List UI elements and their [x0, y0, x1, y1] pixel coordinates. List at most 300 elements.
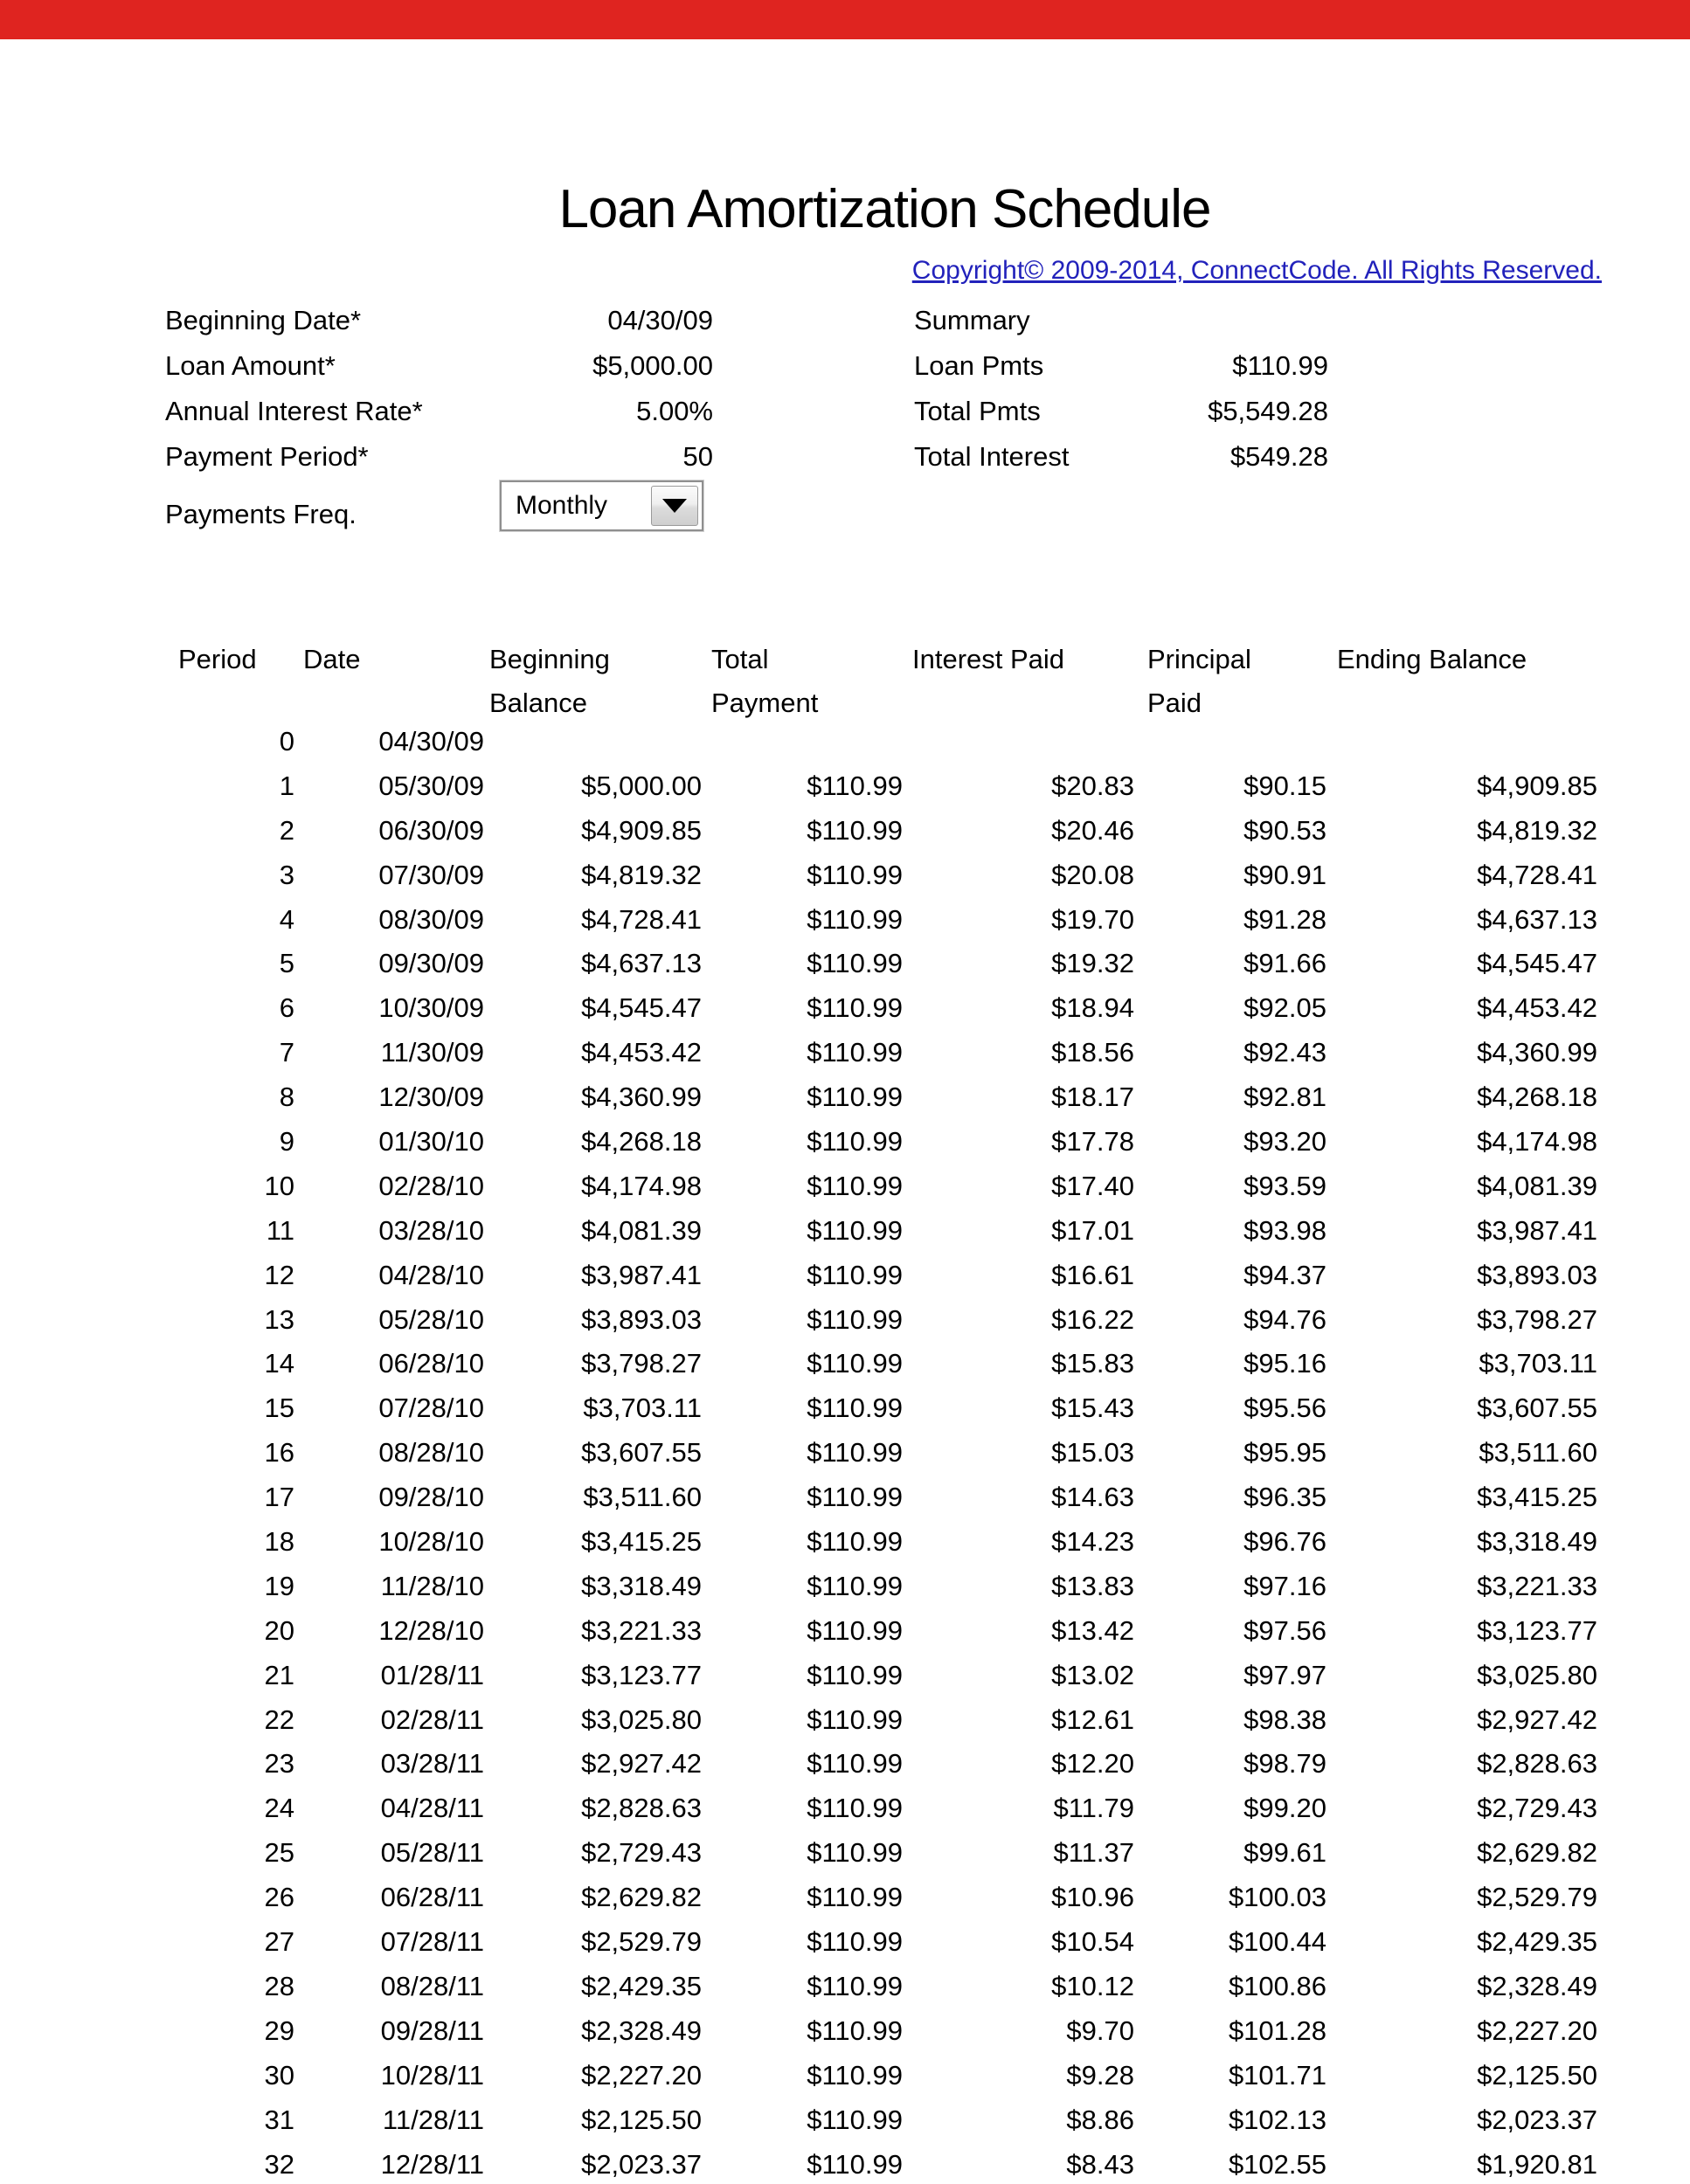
cell-ending-balance: $3,703.11 [1479, 1348, 1597, 1379]
cell-date: 01/28/11 [380, 1659, 484, 1690]
cell-principal-paid: $96.76 [1243, 1526, 1326, 1558]
schedule-row [170, 764, 1599, 809]
column-header-line1: Total [711, 644, 769, 674]
column-header [1328, 638, 1599, 725]
cell-period: 12 [264, 1259, 294, 1290]
cell-period: 32 [264, 2148, 294, 2180]
cell-principal-paid: $93.98 [1243, 1214, 1326, 1246]
cell-total-payment: $110.99 [807, 2148, 903, 2180]
schedule-row [170, 898, 1599, 943]
cell-principal-paid: $97.97 [1243, 1659, 1326, 1690]
cell-date: 04/30/09 [378, 726, 484, 757]
cell-ending-balance: $3,123.77 [1477, 1614, 1597, 1646]
cell-total-payment [703, 720, 904, 764]
column-header [170, 638, 301, 725]
cell-date: 07/28/10 [378, 1393, 484, 1424]
cell-period: 14 [264, 1348, 294, 1379]
dropdown-arrow-button[interactable] [651, 486, 698, 526]
cell-beginning-balance: $2,023.37 [581, 2148, 702, 2180]
cell-beginning-balance: $4,268.18 [581, 1126, 702, 1158]
cell-principal-paid: $100.86 [1228, 1970, 1326, 2001]
cell-ending-balance: $2,227.20 [1477, 2015, 1597, 2046]
column-header-line1: Principal [1147, 644, 1251, 674]
cell-principal-paid: $101.28 [1228, 2015, 1326, 2046]
cell-ending-balance: $2,828.63 [1477, 1748, 1597, 1780]
parameter-label: Payment Period* [165, 441, 369, 472]
cell-principal-paid: $95.95 [1243, 1437, 1326, 1469]
cell-principal-paid: $92.05 [1243, 992, 1326, 1024]
cell-principal-paid: $95.16 [1243, 1348, 1326, 1379]
schedule-row [170, 1520, 1599, 1565]
copyright-link[interactable]: Copyright© 2009-2014, ConnectCode. All Rights Reserved. [911, 256, 1602, 285]
cell-period: 9 [279, 1126, 294, 1158]
parameter-value: $5,000.00 [592, 350, 713, 381]
cell-interest-paid: $17.78 [1051, 1126, 1134, 1158]
summary-value: $5,549.28 [1208, 396, 1328, 426]
payments-freq-dropdown[interactable] [500, 480, 703, 531]
cell-period: 17 [264, 1482, 294, 1513]
cell-total-payment: $110.99 [807, 1303, 903, 1335]
cell-date: 12/28/11 [380, 2148, 484, 2180]
cell-interest-paid: $15.83 [1051, 1348, 1134, 1379]
cell-principal-paid: $91.28 [1243, 903, 1326, 935]
cell-beginning-balance: $3,221.33 [581, 1614, 702, 1646]
cell-principal-paid: $93.20 [1243, 1126, 1326, 1158]
cell-principal-paid: $90.15 [1243, 770, 1326, 801]
cell-ending-balance: $3,607.55 [1477, 1393, 1597, 1424]
cell-date: 11/30/09 [380, 1037, 484, 1068]
cell-interest-paid: $17.01 [1051, 1214, 1134, 1246]
column-header [489, 638, 703, 725]
cell-interest-paid: $8.43 [1066, 2148, 1134, 2180]
cell-ending-balance: $2,328.49 [1477, 1970, 1597, 2001]
cell-interest-paid: $18.94 [1051, 992, 1134, 1024]
summary-heading-row [914, 298, 1328, 343]
cell-beginning-balance: $4,545.47 [581, 992, 702, 1024]
column-header-line2 [1337, 681, 1599, 725]
top-red-bar [0, 0, 1690, 39]
cell-beginning-balance: $2,125.50 [581, 2104, 702, 2135]
cell-date: 03/28/10 [378, 1214, 484, 1246]
cell-period: 4 [279, 903, 294, 935]
cell-total-payment: $110.99 [807, 1170, 903, 1201]
cell-total-payment: $110.99 [807, 2059, 903, 2091]
cell-period: 26 [264, 1882, 294, 1913]
column-header-line1: Date [303, 644, 361, 674]
summary-label: Total Pmts [914, 396, 1041, 426]
cell-beginning-balance: $2,629.82 [581, 1882, 702, 1913]
cell-date: 12/28/10 [378, 1614, 484, 1646]
schedule-row [170, 1476, 1599, 1520]
cell-date: 12/30/09 [378, 1082, 484, 1113]
cell-total-payment: $110.99 [807, 1926, 903, 1958]
cell-beginning-balance: $3,798.27 [581, 1348, 702, 1379]
cell-period: 30 [264, 2059, 294, 2091]
cell-beginning-balance: $3,607.55 [581, 1437, 702, 1469]
cell-principal-paid: $90.53 [1243, 814, 1326, 846]
cell-principal-paid: $97.16 [1243, 1570, 1326, 1601]
cell-period: 25 [264, 1837, 294, 1869]
cell-total-payment: $110.99 [807, 1704, 903, 1735]
cell-date: 03/28/11 [380, 1748, 484, 1780]
parameter-label: Annual Interest Rate* [165, 396, 423, 426]
column-header-line2 [178, 681, 301, 725]
schedule-row [170, 1031, 1599, 1075]
cell-beginning-balance: $4,637.13 [581, 948, 702, 979]
cell-beginning-balance: $2,227.20 [581, 2059, 702, 2091]
cell-date: 09/30/09 [378, 948, 484, 979]
cell-ending-balance: $4,174.98 [1477, 1126, 1597, 1158]
schedule-table-header [170, 638, 1599, 725]
cell-interest-paid: $11.37 [1053, 1837, 1134, 1869]
cell-interest-paid: $12.20 [1051, 1748, 1134, 1780]
cell-date: 02/28/10 [378, 1170, 484, 1201]
summary-row [914, 343, 1328, 389]
column-header [1136, 638, 1328, 725]
summary-row [914, 434, 1328, 480]
cell-total-payment: $110.99 [807, 814, 903, 846]
cell-interest-paid [904, 720, 1136, 764]
schedule-row [170, 1120, 1599, 1165]
cell-interest-paid: $11.79 [1053, 1793, 1134, 1824]
schedule-row [170, 1209, 1599, 1254]
cell-ending-balance: $3,893.03 [1477, 1259, 1597, 1290]
cell-interest-paid: $13.02 [1051, 1659, 1134, 1690]
cell-total-payment: $110.99 [807, 1482, 903, 1513]
schedule-row [170, 986, 1599, 1031]
cell-total-payment: $110.99 [807, 859, 903, 890]
column-header-line2: Paid [1147, 688, 1202, 718]
cell-total-payment: $110.99 [807, 1614, 903, 1646]
parameter-label: Loan Amount* [165, 350, 336, 381]
cell-beginning-balance: $3,318.49 [581, 1570, 702, 1601]
cell-date: 01/30/10 [378, 1126, 484, 1158]
cell-interest-paid: $15.03 [1051, 1437, 1134, 1469]
summary-row [914, 389, 1328, 434]
cell-principal-paid: $92.81 [1243, 1082, 1326, 1113]
cell-beginning-balance: $3,893.03 [581, 1303, 702, 1335]
cell-beginning-balance: $4,360.99 [581, 1082, 702, 1113]
cell-principal-paid: $91.66 [1243, 948, 1326, 979]
cell-period: 11 [266, 1214, 294, 1246]
cell-principal-paid: $94.76 [1243, 1303, 1326, 1335]
cell-total-payment: $110.99 [807, 992, 903, 1024]
summary-value: $110.99 [1232, 350, 1328, 381]
cell-interest-paid: $14.63 [1051, 1482, 1134, 1513]
cell-interest-paid: $19.70 [1051, 903, 1134, 935]
cell-interest-paid: $13.83 [1051, 1570, 1134, 1601]
cell-ending-balance: $1,920.81 [1477, 2148, 1597, 2180]
column-header-line1: Period [178, 644, 257, 674]
schedule-row [170, 1165, 1599, 1209]
cell-beginning-balance: $3,511.60 [583, 1482, 702, 1513]
cell-total-payment: $110.99 [807, 2104, 903, 2135]
parameter-row [165, 434, 713, 480]
schedule-row [170, 2143, 1599, 2184]
cell-ending-balance: $3,221.33 [1477, 1570, 1597, 1601]
cell-period: 1 [279, 770, 294, 801]
cell-interest-paid: $9.28 [1066, 2059, 1134, 2091]
parameter-row [165, 298, 713, 343]
cell-date: 04/28/11 [380, 1793, 484, 1824]
schedule-row [170, 1920, 1599, 1965]
cell-beginning-balance: $3,025.80 [581, 1704, 702, 1735]
summary-panel [914, 298, 1328, 480]
cell-date: 08/28/11 [380, 1970, 484, 2001]
cell-total-payment: $110.99 [807, 1837, 903, 1869]
cell-date: 11/28/10 [380, 1570, 484, 1601]
cell-beginning-balance [489, 720, 703, 764]
schedule-row [170, 1698, 1599, 1743]
cell-ending-balance: $3,415.25 [1477, 1482, 1597, 1513]
cell-ending-balance: $4,637.13 [1477, 903, 1597, 935]
cell-date: 10/28/11 [380, 2059, 484, 2091]
cell-principal-paid: $100.03 [1228, 1882, 1326, 1913]
cell-ending-balance: $3,025.80 [1477, 1659, 1597, 1690]
cell-interest-paid: $16.61 [1051, 1259, 1134, 1290]
cell-ending-balance: $4,545.47 [1477, 948, 1597, 979]
column-header-line2 [912, 681, 1136, 725]
cell-beginning-balance: $3,703.11 [583, 1393, 702, 1424]
payments-freq-selected-value: Monthly [516, 491, 608, 520]
cell-principal-paid [1136, 720, 1328, 764]
cell-ending-balance: $2,023.37 [1477, 2104, 1597, 2135]
cell-beginning-balance: $2,828.63 [581, 1793, 702, 1824]
cell-principal-paid: $97.56 [1243, 1614, 1326, 1646]
cell-total-payment: $110.99 [807, 1570, 903, 1601]
cell-interest-paid: $18.17 [1051, 1082, 1134, 1113]
cell-interest-paid: $15.43 [1051, 1393, 1134, 1424]
parameter-value: 04/30/09 [607, 305, 713, 335]
cell-date: 09/28/10 [378, 1482, 484, 1513]
cell-interest-paid: $8.86 [1066, 2104, 1134, 2135]
cell-principal-paid: $90.91 [1243, 859, 1326, 890]
cell-beginning-balance: $2,927.42 [581, 1748, 702, 1780]
cell-beginning-balance: $4,819.32 [581, 859, 702, 890]
cell-period: 23 [264, 1748, 294, 1780]
cell-principal-paid: $94.37 [1243, 1259, 1326, 1290]
cell-period: 21 [264, 1659, 294, 1690]
cell-ending-balance: $2,429.35 [1477, 1926, 1597, 1958]
cell-interest-paid: $10.96 [1051, 1882, 1134, 1913]
cell-total-payment: $110.99 [807, 948, 903, 979]
cell-period: 6 [279, 992, 294, 1024]
parameter-label: Beginning Date* [165, 305, 362, 335]
parameter-row [165, 389, 713, 434]
cell-ending-balance [1328, 720, 1599, 764]
cell-date: 02/28/11 [380, 1704, 484, 1735]
payments-freq-label: Payments Freq. [165, 499, 357, 529]
cell-beginning-balance: $4,453.42 [581, 1037, 702, 1068]
cell-interest-paid: $10.54 [1051, 1926, 1134, 1958]
parameter-row [165, 343, 713, 389]
parameter-value: 5.00% [636, 396, 713, 426]
cell-interest-paid: $9.70 [1066, 2015, 1134, 2046]
cell-principal-paid: $99.61 [1243, 1837, 1326, 1869]
schedule-header-row [170, 638, 1599, 725]
schedule-table-body [170, 720, 1599, 2184]
cell-period: 24 [264, 1793, 294, 1824]
cell-principal-paid: $99.20 [1243, 1793, 1326, 1824]
cell-period: 3 [279, 859, 294, 890]
schedule-row [170, 1342, 1599, 1386]
cell-period: 20 [264, 1614, 294, 1646]
cell-principal-paid: $96.35 [1243, 1482, 1326, 1513]
cell-period: 10 [264, 1170, 294, 1201]
cell-total-payment: $110.99 [807, 1259, 903, 1290]
cell-period: 13 [264, 1303, 294, 1335]
cell-total-payment: $110.99 [807, 2015, 903, 2046]
schedule-row [170, 2098, 1599, 2143]
column-header [301, 638, 489, 725]
cell-interest-paid: $18.56 [1051, 1037, 1134, 1068]
cell-date: 07/28/11 [380, 1926, 484, 1958]
summary-label: Loan Pmts [914, 350, 1044, 381]
cell-beginning-balance: $5,000.00 [581, 770, 702, 801]
cell-period: 29 [264, 2015, 294, 2046]
schedule-row [170, 1831, 1599, 1876]
cell-total-payment: $110.99 [807, 1082, 903, 1113]
chevron-down-icon [662, 499, 687, 513]
cell-date: 05/30/09 [378, 770, 484, 801]
cell-interest-paid: $16.22 [1051, 1303, 1134, 1335]
cell-beginning-balance: $2,429.35 [581, 1970, 702, 2001]
cell-principal-paid: $100.44 [1228, 1926, 1326, 1958]
cell-ending-balance: $2,125.50 [1477, 2059, 1597, 2091]
cell-beginning-balance: $3,415.25 [581, 1526, 702, 1558]
cell-principal-paid: $102.55 [1228, 2148, 1326, 2180]
column-header-line2: Payment [711, 688, 819, 718]
cell-period: 7 [279, 1037, 294, 1068]
cell-principal-paid: $92.43 [1243, 1037, 1326, 1068]
cell-beginning-balance: $2,328.49 [581, 2015, 702, 2046]
cell-total-payment: $110.99 [807, 1659, 903, 1690]
cell-total-payment: $110.99 [807, 1526, 903, 1558]
summary-label: Total Interest [914, 441, 1070, 472]
cell-ending-balance: $2,629.82 [1477, 1837, 1597, 1869]
cell-total-payment: $110.99 [807, 1437, 903, 1469]
cell-total-payment: $110.99 [807, 1882, 903, 1913]
summary-heading: Summary [914, 305, 1030, 335]
schedule-row [170, 942, 1599, 986]
cell-period: 15 [264, 1393, 294, 1424]
cell-date: 10/28/10 [378, 1526, 484, 1558]
cell-ending-balance: $2,529.79 [1477, 1882, 1597, 1913]
cell-total-payment: $110.99 [807, 1970, 903, 2001]
cell-principal-paid: $101.71 [1228, 2059, 1326, 2091]
cell-principal-paid: $93.59 [1243, 1170, 1326, 1201]
schedule-row [170, 1654, 1599, 1698]
cell-ending-balance: $4,268.18 [1477, 1082, 1597, 1113]
cell-period: 27 [264, 1926, 294, 1958]
cell-ending-balance: $3,987.41 [1477, 1214, 1597, 1246]
schedule-row [170, 1965, 1599, 2009]
cell-period: 22 [264, 1704, 294, 1735]
cell-interest-paid: $14.23 [1051, 1526, 1134, 1558]
cell-ending-balance: $3,318.49 [1477, 1526, 1597, 1558]
schedule-row [170, 1075, 1599, 1120]
cell-period: 8 [279, 1082, 294, 1113]
cell-ending-balance: $4,453.42 [1477, 992, 1597, 1024]
parameter-value: 50 [682, 441, 713, 472]
column-header-line1: Ending Balance [1337, 644, 1527, 674]
cell-total-payment: $110.99 [807, 1748, 903, 1780]
column-header-line1: Interest Paid [912, 644, 1065, 674]
column-header-line2 [303, 681, 489, 725]
cell-principal-paid: $98.38 [1243, 1704, 1326, 1735]
cell-total-payment: $110.99 [807, 1037, 903, 1068]
column-header-line1: Beginning [489, 644, 610, 674]
cell-period: 0 [279, 726, 294, 757]
cell-beginning-balance: $4,174.98 [581, 1170, 702, 1201]
cell-period: 18 [264, 1526, 294, 1558]
cell-ending-balance: $4,081.39 [1477, 1170, 1597, 1201]
cell-beginning-balance: $4,728.41 [581, 903, 702, 935]
schedule-row [170, 1386, 1599, 1431]
cell-period: 16 [264, 1437, 294, 1469]
page-title: Loan Amortization Schedule [558, 179, 1211, 239]
schedule-row [170, 1876, 1599, 1920]
cell-date: 06/30/09 [378, 814, 484, 846]
cell-date: 05/28/11 [380, 1837, 484, 1869]
loan-parameters-rows [165, 298, 713, 480]
cell-beginning-balance: $3,123.77 [581, 1659, 702, 1690]
cell-interest-paid: $17.40 [1051, 1170, 1134, 1201]
cell-interest-paid: $13.42 [1051, 1614, 1134, 1646]
column-header [904, 638, 1136, 725]
schedule-row [170, 1254, 1599, 1298]
schedule-row [170, 1787, 1599, 1831]
cell-total-payment: $110.99 [807, 1393, 903, 1424]
schedule-row [170, 1431, 1599, 1476]
cell-ending-balance: $4,909.85 [1477, 770, 1597, 801]
cell-interest-paid: $10.12 [1051, 1970, 1134, 2001]
cell-interest-paid: $19.32 [1051, 948, 1134, 979]
schedule-row [170, 809, 1599, 854]
cell-interest-paid: $20.83 [1051, 770, 1134, 801]
cell-beginning-balance: $4,909.85 [581, 814, 702, 846]
cell-ending-balance: $2,927.42 [1477, 1704, 1597, 1735]
schedule-row [170, 1565, 1599, 1609]
cell-principal-paid: $98.79 [1243, 1748, 1326, 1780]
cell-ending-balance: $4,728.41 [1477, 859, 1597, 890]
cell-interest-paid: $20.08 [1051, 859, 1134, 890]
cell-date: 09/28/11 [380, 2015, 484, 2046]
summary-value: $549.28 [1229, 441, 1328, 472]
summary-rows [914, 343, 1328, 480]
cell-period: 2 [279, 814, 294, 846]
cell-beginning-balance: $3,987.41 [581, 1259, 702, 1290]
cell-ending-balance: $2,729.43 [1477, 1793, 1597, 1824]
schedule-row [170, 1609, 1599, 1654]
cell-total-payment: $110.99 [807, 770, 903, 801]
cell-interest-paid: $20.46 [1051, 814, 1134, 846]
schedule-row [170, 2009, 1599, 2054]
cell-date: 08/30/09 [378, 903, 484, 935]
cell-total-payment: $110.99 [807, 1793, 903, 1824]
cell-date: 05/28/10 [378, 1303, 484, 1335]
cell-beginning-balance: $4,081.39 [581, 1214, 702, 1246]
cell-total-payment: $110.99 [807, 1348, 903, 1379]
cell-ending-balance: $3,511.60 [1479, 1437, 1597, 1469]
schedule-row [170, 1298, 1599, 1343]
cell-principal-paid: $95.56 [1243, 1393, 1326, 1424]
cell-principal-paid: $102.13 [1228, 2104, 1326, 2135]
cell-ending-balance: $3,798.27 [1477, 1303, 1597, 1335]
cell-beginning-balance: $2,729.43 [581, 1837, 702, 1869]
cell-period: 31 [264, 2104, 294, 2135]
schedule-row [170, 2054, 1599, 2098]
